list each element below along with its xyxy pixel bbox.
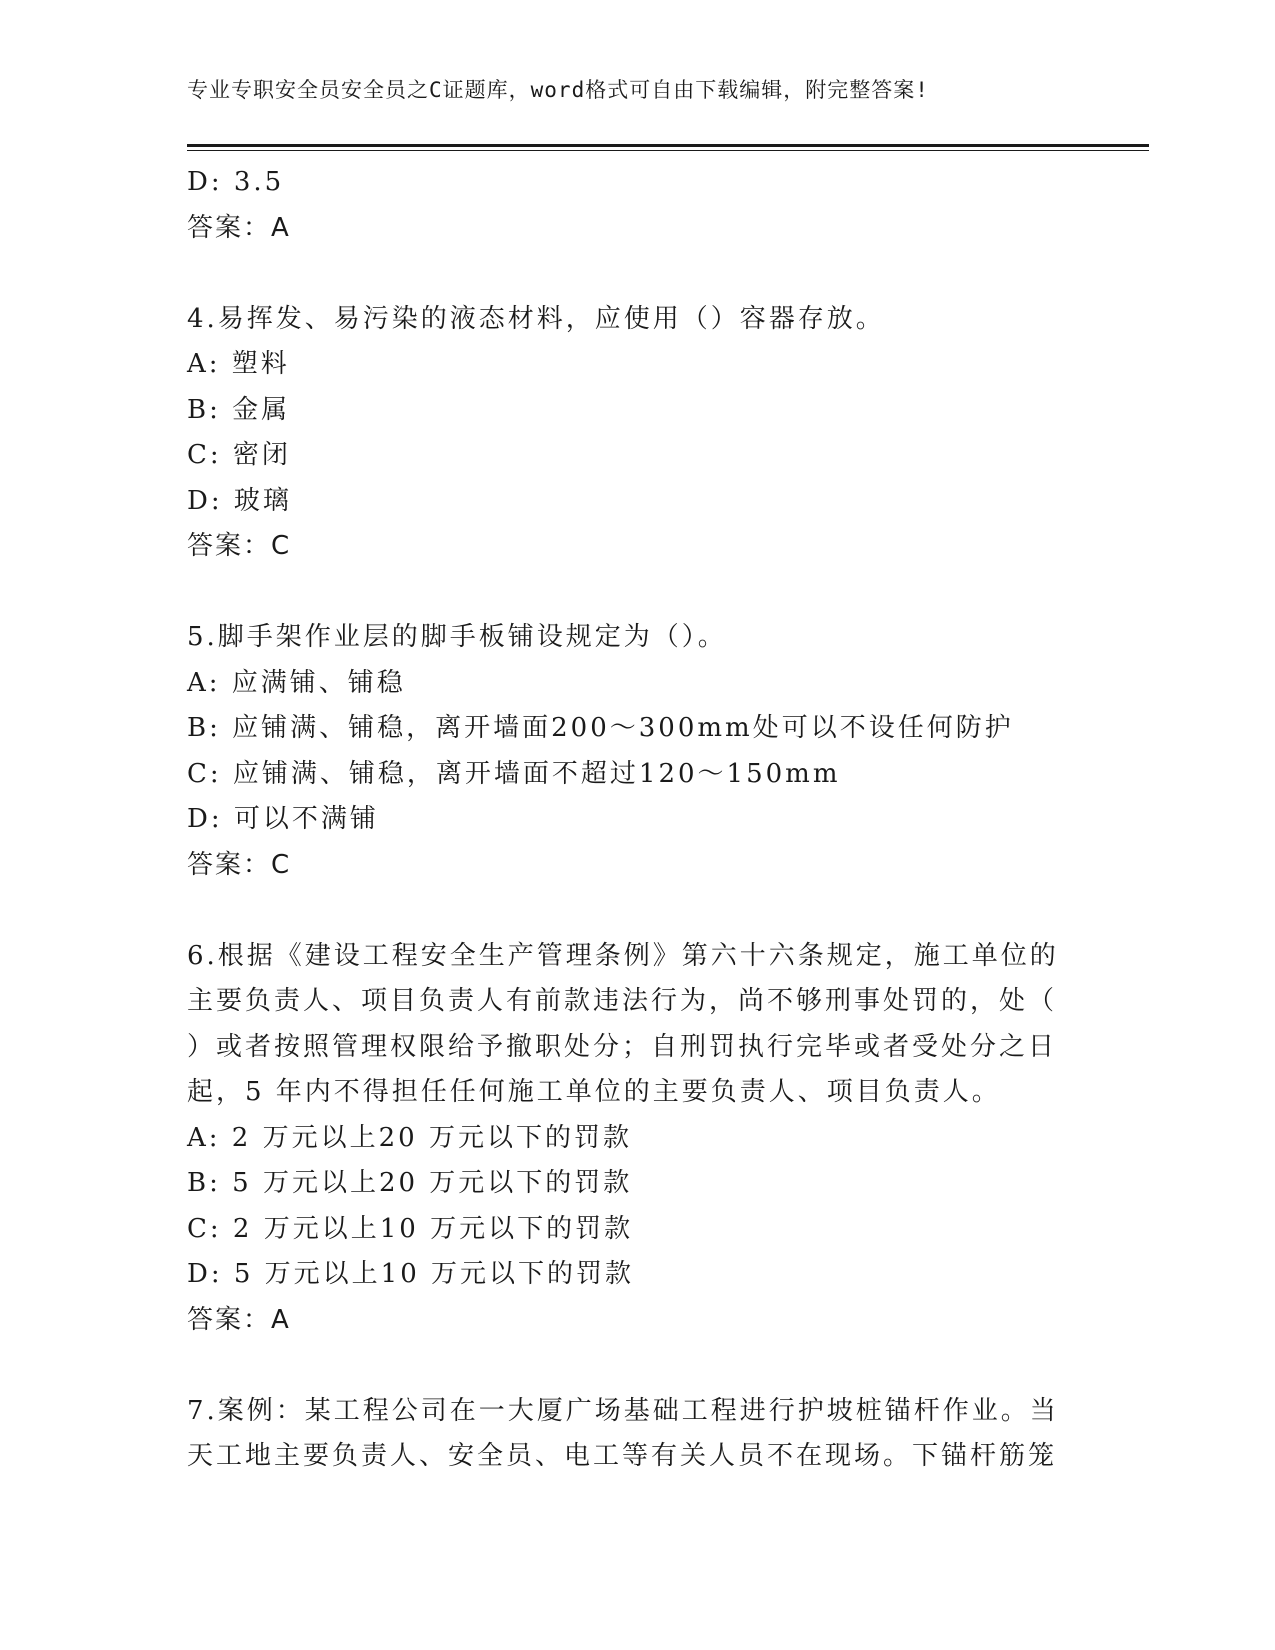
option-line: B: 5 万元以上20 万元以下的罚款	[187, 1168, 633, 1198]
spacer	[187, 888, 1067, 934]
answer-line: 答案：A	[187, 1304, 291, 1335]
option-line: D: 3.5	[187, 167, 285, 197]
answer-line: 答案：C	[187, 849, 292, 880]
question-4: 4.易挥发、易污染的液态材料，应使用（）容器存放。	[187, 303, 885, 334]
page-header: 专业专职安全员安全员之C证题库，word格式可自由下载编辑，附完整答案!	[187, 78, 929, 102]
document-body	[187, 160, 1067, 1480]
option-line: C: 密闭	[187, 440, 291, 470]
option-line: D: 可以不满铺	[187, 804, 379, 834]
option-line: A: 塑料	[187, 349, 290, 379]
question-6-line: ）或者按照管理权限给予撤职处分；自刑罚执行完毕或者受处分之日	[187, 1031, 1058, 1062]
option-line: A: 2 万元以上20 万元以下的罚款	[187, 1122, 632, 1153]
option-line: A: 应满铺、铺稳	[187, 667, 406, 698]
header-rule-thin	[187, 150, 1149, 151]
question-5: 5.脚手架作业层的脚手板铺设规定为（）。	[187, 622, 727, 652]
question-7-line: 7.案例：某工程公司在一大厦广场基础工程进行护坡桩锚杆作业。当	[187, 1395, 1059, 1426]
question-6-line: 主要负责人、项目负责人有前款违法行为，尚不够刑事处罚的，处（	[187, 986, 1058, 1016]
question-7-line: 天工地主要负责人、安全员、电工等有关人员不在现场。下锚杆筋笼	[187, 1441, 1058, 1471]
header-rule-thick	[187, 144, 1149, 147]
spacer	[187, 1343, 1067, 1389]
option-line: B: 金属	[187, 394, 291, 425]
option-line: D: 玻璃	[187, 485, 292, 516]
question-6-line: 6.根据《建设工程安全生产管理条例》第六十六条规定，施工单位的	[187, 940, 1059, 971]
spacer	[187, 570, 1067, 616]
option-line: C: 应铺满、铺稳，离开墙面不超过120～150mm	[187, 758, 841, 789]
answer-line: 答案：A	[187, 212, 291, 243]
option-line: C: 2 万元以上10 万元以下的罚款	[187, 1213, 634, 1244]
spacer	[187, 251, 1067, 297]
option-line: B: 应铺满、铺稳，离开墙面200～300mm处可以不设任何防护	[187, 713, 1014, 743]
question-6-line: 起，5 年内不得担任任何施工单位的主要负责人、项目负责人。	[187, 1077, 1001, 1107]
answer-line: 答案：C	[187, 531, 292, 561]
option-line: D: 5 万元以上10 万元以下的罚款	[187, 1259, 635, 1289]
